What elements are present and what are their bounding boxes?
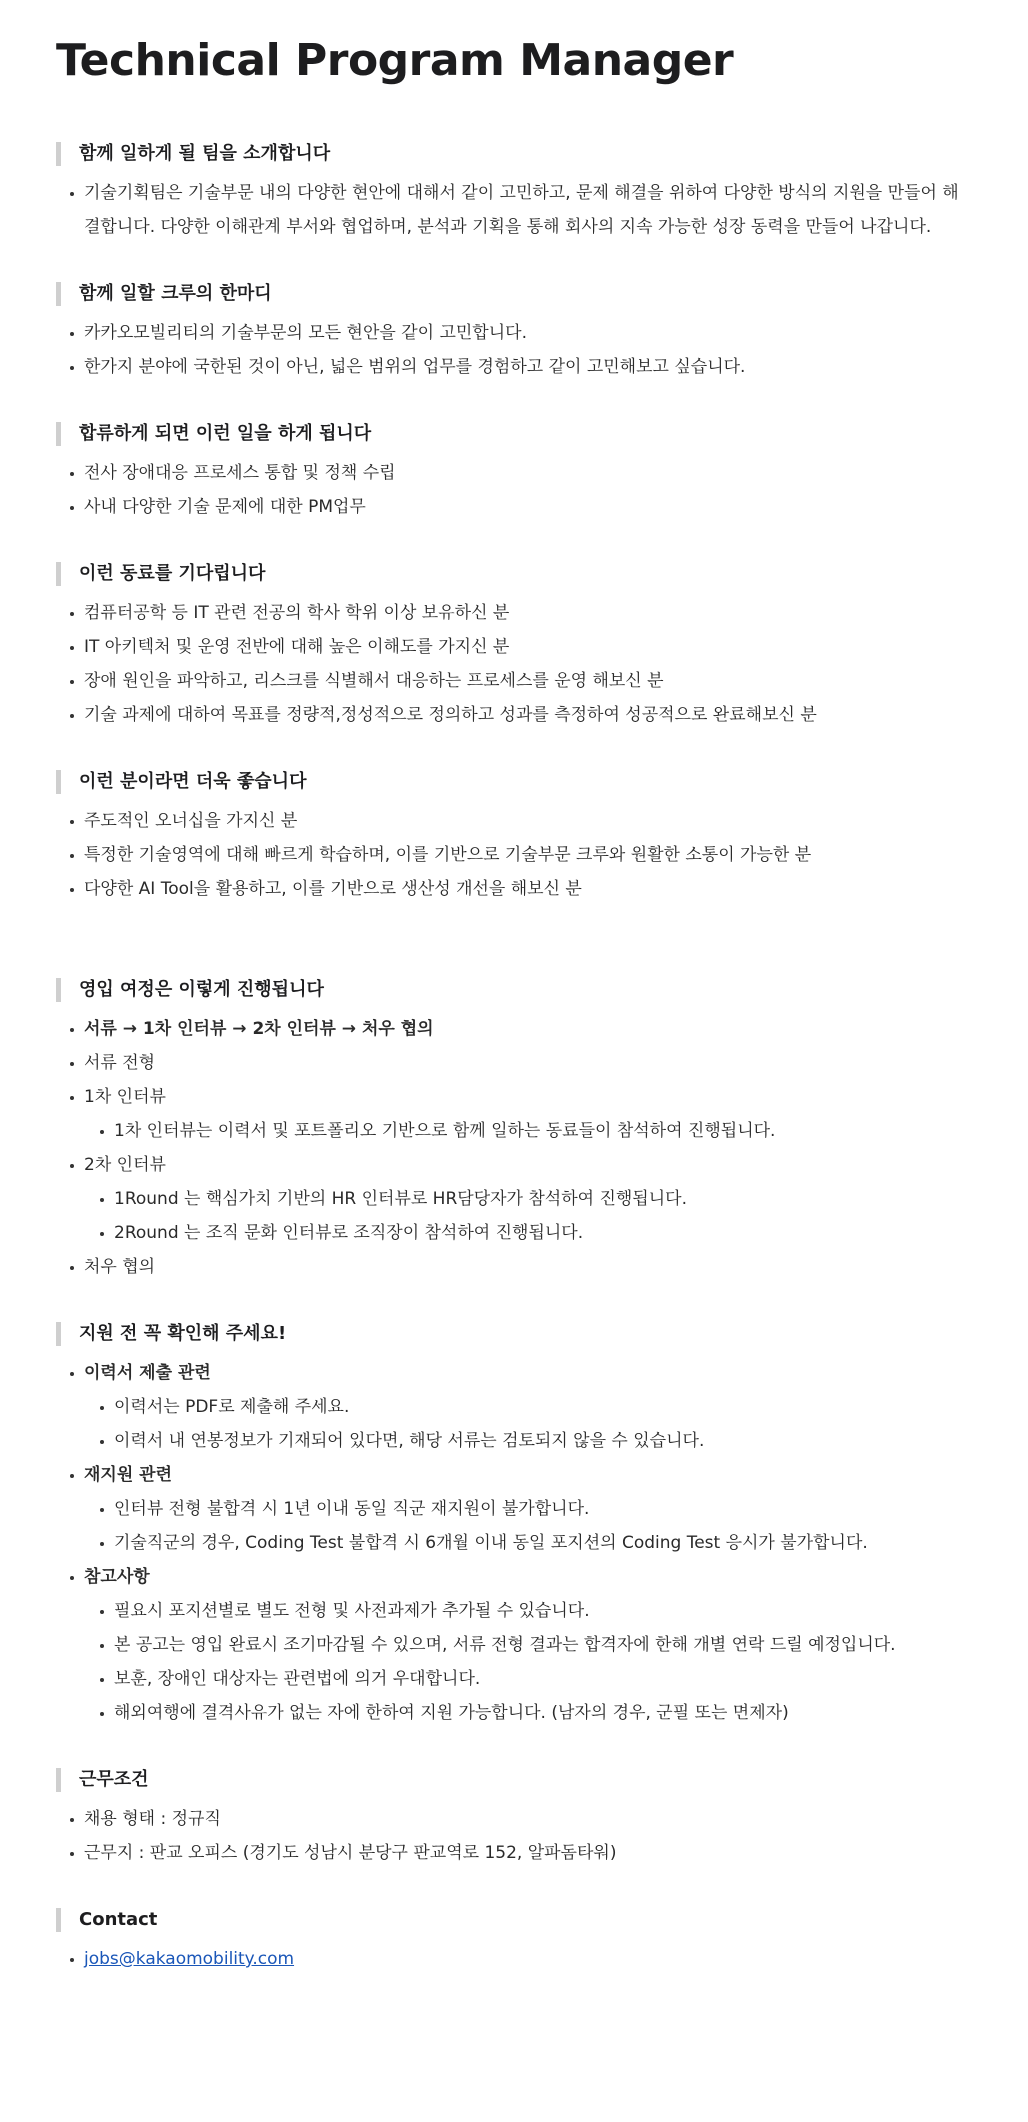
page-title: Technical Program Manager [56,35,734,86]
list-item: 기술기획팀은 기술부문 내의 다양한 현안에 대해서 같이 고민하고, 문제 해결을 위하여 다양한 방식의 지원을 만들어 해결합니다. 다양한 이해관계 부서와 협업하며, 분석과 기획을 통해 회사의 지속 가능한 성장 동력을 만들어 나갑니다. [56,176,972,244]
list-item: 카카오모빌리티의 기술부문의 모든 현안을 같이 고민합니다. [56,316,972,350]
section-process [56,978,972,1284]
sub-list-item: 이력서는 PDF로 제출해 주세요. [56,1390,972,1424]
list-item: 컴퓨터공학 등 IT 관련 전공의 학사 학위 이상 보유하신 분 [56,596,972,630]
list-item: 사내 다양한 기술 문제에 대한 PM업무 [56,490,972,524]
section-heading: Contact [56,1908,972,1932]
sub-list-item: 기술직군의 경우, Coding Test 불합격 시 6개월 이내 동일 포지션의 Coding Test 응시가 불가합니다. [56,1526,972,1560]
list-item: 서류 전형 [56,1046,972,1080]
section-notice [56,1322,972,1730]
section-heading: 지원 전 꼭 확인해 주세요! [56,1322,972,1346]
section-heading: 함께 일하게 될 팀을 소개합니다 [56,142,972,166]
list-item: 근무지 : 판교 오피스 (경기도 성남시 분당구 판교역로 152, 알파돔타워) [56,1836,972,1870]
contact-email-link[interactable]: jobs@kakaomobility.com [84,1949,295,1969]
list-item: 한가지 분야에 국한된 것이 아닌, 넓은 범위의 업무를 경험하고 같이 고민해보고 싶습니다. [56,350,972,384]
section-heading: 이런 분이라면 더욱 좋습니다 [56,770,972,794]
list-group-title: 재지원 관련 [56,1458,972,1492]
section-contact [56,1908,972,1976]
section-preferred [56,770,972,906]
process-flow: 서류 → 1차 인터뷰 → 2차 인터뷰 → 처우 협의 [56,1012,972,1046]
sub-list-item: 1Round 는 핵심가치 기반의 HR 인터뷰로 HR담당자가 참석하여 진행됩니다. [56,1182,972,1216]
sub-list-item: 인터뷰 전형 불합격 시 1년 이내 동일 직군 재지원이 불가합니다. [56,1492,972,1526]
sub-list-item: 1차 인터뷰는 이력서 및 포트폴리오 기반으로 함께 일하는 동료들이 참석하여 진행됩니다. [56,1114,972,1148]
sub-list-item: 해외여행에 결격사유가 없는 자에 한하여 지원 가능합니다. (남자의 경우, 군필 또는 면제자) [56,1696,972,1730]
section-requirements [56,562,972,732]
sub-list-item: 2Round 는 조직 문화 인터뷰로 조직장이 참석하여 진행됩니다. [56,1216,972,1250]
section-heading: 이런 동료를 기다립니다 [56,562,972,586]
section-heading: 함께 일할 크루의 한마디 [56,282,972,306]
sub-list-item: 이력서 내 연봉정보가 기재되어 있다면, 해당 서류는 검토되지 않을 수 있습니다. [56,1424,972,1458]
section-heading: 근무조건 [56,1768,972,1792]
sub-list-item: 보훈, 장애인 대상자는 관련법에 의거 우대합니다. [56,1662,972,1696]
section-conditions [56,1768,972,1870]
list-item: 주도적인 오너십을 가지신 분 [56,804,972,838]
list-item: 기술 과제에 대하여 목표를 정량적,정성적으로 정의하고 성과를 측정하여 성공적으로 완료해보신 분 [56,698,972,732]
list-group-title: 이력서 제출 관련 [56,1356,972,1390]
section-team [56,142,972,244]
sub-list-item: 필요시 포지션별로 별도 전형 및 사전과제가 추가될 수 있습니다. [56,1594,972,1628]
list-group-title: 참고사항 [56,1560,972,1594]
section-heading: 영입 여정은 이렇게 진행됩니다 [56,978,972,1002]
list-item: 장애 원인을 파악하고, 리스크를 식별해서 대응하는 프로세스를 운영 해보신 분 [56,664,972,698]
section-work [56,422,972,524]
list-item: 채용 형태 : 정규직 [56,1802,972,1836]
list-item: IT 아키텍처 및 운영 전반에 대해 높은 이해도를 가지신 분 [56,630,972,664]
list-item: 특정한 기술영역에 대해 빠르게 학습하며, 이를 기반으로 기술부문 크루와 원활한 소통이 가능한 분 [56,838,972,872]
list-item [56,1942,972,1976]
list-item: 2차 인터뷰 [56,1148,972,1182]
sub-list-item: 본 공고는 영입 완료시 조기마감될 수 있으며, 서류 전형 결과는 합격자에 한해 개별 연락 드릴 예정입니다. [56,1628,972,1662]
list-item: 전사 장애대응 프로세스 통합 및 정책 수립 [56,456,972,490]
list-item: 1차 인터뷰 [56,1080,972,1114]
section-crew [56,282,972,384]
list-item: 처우 협의 [56,1250,972,1284]
section-heading: 합류하게 되면 이런 일을 하게 됩니다 [56,422,972,446]
list-item: 다양한 AI Tool을 활용하고, 이를 기반으로 생산성 개선을 해보신 분 [56,872,972,906]
